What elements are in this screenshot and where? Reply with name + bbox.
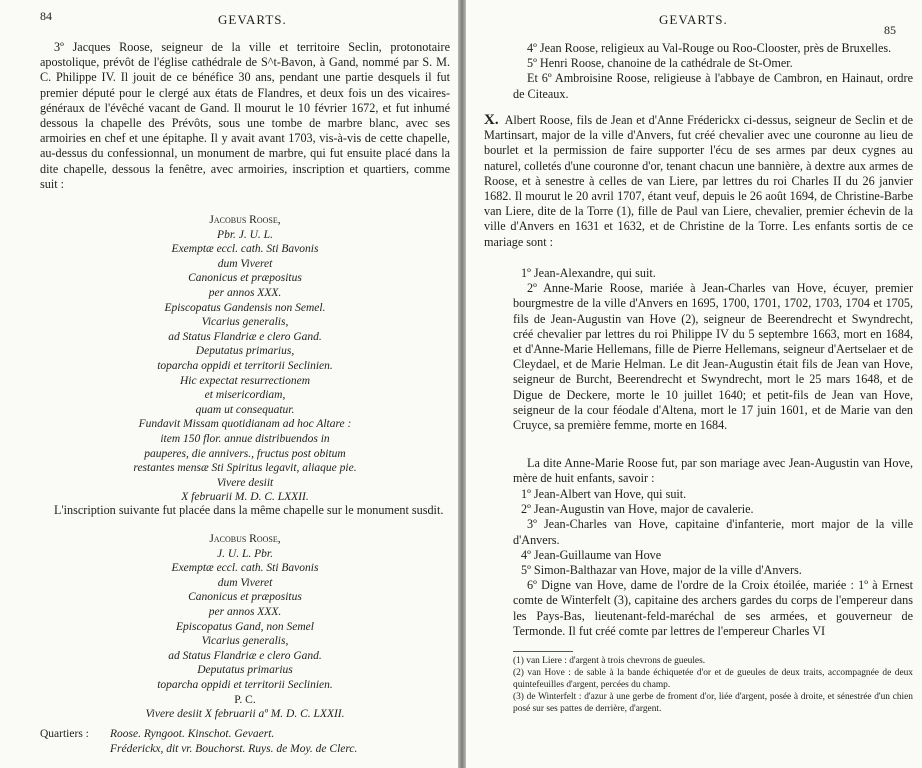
epitaph-line: toparcha oppidi et territorii Seclinien. <box>157 678 333 691</box>
list-item: 2º Jean-Augustin van Hove, major de cavalerie. <box>521 502 754 517</box>
footnote: (2) van Hove : de sable à la bande échiquetée d'or et de gueules de deux traits, accompagnée de deux quintefeuilles d'argent, percées du champ. <box>513 668 913 690</box>
epitaph-line: Canonicus et præpositus <box>188 272 302 285</box>
epitaph-line: Vivere desiit X februarii aº M. D. C. LXXII. <box>145 708 345 721</box>
list-item: 6º Digne van Hove, dame de l'ordre de la Croix étoilée, mariée : 1º à Ernest comte de Winterfelt (3), capitaine des archers gardes du corps de l'empereur dans les Pays-Bas, lieutenant-feld-maréchal de ses armées, et gouverneur de Termonde. Il fut créé comte par lettres de l'empereur Charles VI <box>513 578 913 638</box>
epitaph-line: Hic expectat resurrectionem <box>179 374 311 387</box>
section-numeral: X. <box>484 112 499 128</box>
epitaph-line: Exemptæ eccl. cath. Sti Bavonis <box>171 562 319 575</box>
book-gutter <box>458 0 466 768</box>
epitaph-line: Jacobus Roose, <box>209 533 281 545</box>
list-item: 1º Jean-Alexandre, qui suit. <box>521 266 656 280</box>
right-page <box>466 0 922 768</box>
epitaph-line: Pbr. J. U. L. <box>217 228 273 241</box>
epitaph-line: Episcopatus Gand, non Semel <box>176 620 314 633</box>
top-items <box>513 41 913 102</box>
page-number-left: 84 <box>40 9 52 23</box>
section-x <box>484 113 913 250</box>
epitaph-line: per annos XXX. <box>208 605 282 618</box>
list-item: 1º Jean-Albert van Hove, qui suit. <box>521 487 687 501</box>
epitaph-line: Vicarius generalis, <box>201 635 289 648</box>
grandchildren-list <box>513 487 913 639</box>
epitaph-line: Jacobus Roose, <box>209 214 281 226</box>
list-item: 4º Jean-Guillaume van Hove <box>521 547 662 562</box>
page-number-right: 85 <box>884 23 896 37</box>
footnote: (1) van Liere : d'argent à trois chevrons de gueules. <box>513 656 706 666</box>
epitaph-line: item 150 flor. annue distribuendos in <box>160 432 330 445</box>
epitaph-line: toparcha oppidi et territorii Seclinien. <box>157 359 333 372</box>
epitaph-1 <box>110 213 380 505</box>
epitaph-2 <box>110 532 380 722</box>
epitaph-line: dum Viveret <box>217 257 273 270</box>
quartiers <box>40 727 445 756</box>
list-item: 5º Simon-Balthazar van Hove, major de la ville d'Anvers. <box>521 563 802 578</box>
epitaph-line: Vivere desiit <box>216 476 274 489</box>
epitaph-line: pauperes, die annivers., fructus post obitum <box>144 447 346 460</box>
running-head-right: GEVARTS. <box>659 12 728 27</box>
list-item: 4º Jean Roose, religieux au Val-Rouge ou Roo-Clooster, près de Bruxelles. <box>527 41 892 55</box>
middle-paragraph: L'inscription suivante fut placée dans la même chapelle sur le monument susdit. <box>54 503 444 517</box>
epitaph-line: quam ut consequatur. <box>195 403 295 416</box>
list-item: 5º Henri Roose, chanoine de la cathédrale de St-Omer. <box>527 56 793 71</box>
epitaph-line: Exemptæ eccl. cath. Sti Bavonis <box>171 243 319 256</box>
footnote-rule <box>513 651 573 652</box>
epitaph-line: Deputatus primarius <box>197 664 293 677</box>
section-text: Albert Roose, fils de Jean et d'Anne Fréderickx ci-dessus, seigneur de Seclin et de Martinsart, major de la ville d'Anvers, fut créé chevalier avec une couronne au lieu de bourlet et la permission de faire supporter l'écu de ses armes par deux cygnes au naturel, colletés d'une couronne d'or, tenant chacun une bannière, à dextre aux armes de Roose, et à senestre à celles de van Liere, par lettres du roi Charles II du 26 janvier 1682. Il mourut le 20 avril 1707, étant veuf, depuis le 26 août 1694, de Christine-Barbe van Liere, dite de la Torre (1), fille de Paul van Liere, chevalier, premier échevin de la ville d'Anvers en 1631 et 1632, et de Christine de la Torre. Les enfants sortis de ce mariage sont : <box>484 113 913 249</box>
epitaph-line: Episcopatus Gandensis non Semel. <box>164 301 326 314</box>
epitaph-line: J. U. L. Pbr. <box>217 547 273 560</box>
epitaph-line: dum Viveret <box>217 576 273 589</box>
epitaph-line: restantes mensæ Sti Spiritus legavit, aliaque pie. <box>133 462 357 475</box>
intro-paragraph: 3º Jacques Roose, seigneur de la ville et territoire Seclin, protonotaire apostolique, prévôt de l'église cathédrale de S^t-Bavon, à Gand, nommé par S. M. C. Philippe IV. Il jouit de ce bénéfice 30 ans, pendant une partie desquels il fut premier député pour le clergé aux états de Flandres, et deux fois un des vicaires-généraux de l'évêché vacant de Gand. Il mourut le 10 février 1672, et fut inhumé dessous la chapelle des Prévôts, sous une tombe de marbre blanc, avec ses armoiries en chef et une épitaphe. Il y avait avant 1703, vis-à-vis de cette chapelle, au-dessus du confessionnal, un monument de marbre, qui fut ensuite placé dans la dite chapelle, dessous la fenêtre, avec armoiries, inscription et quartiers, comme suit : <box>40 40 450 191</box>
children-list <box>513 266 913 433</box>
epitaph-line: ad Status Flandriæ e clero Gand. <box>168 330 322 343</box>
epitaph-line: Deputatus primarius, <box>195 345 295 358</box>
running-head-left: GEVARTS. <box>218 12 287 27</box>
second-paragraph: La dite Anne-Marie Roose fut, par son mariage avec Jean-Augustin van Hove, mère de huit enfants, savoir : <box>513 456 913 486</box>
list-item: Et 6º Ambroisine Roose, religieuse à l'abbaye de Cambron, en Hainaut, ordre de Citeaux. <box>513 71 913 101</box>
epitaph-line: Fundavit Missam quotidianam ad hoc Altare : <box>138 418 352 431</box>
quartiers-line-2: Fréderickx, dit vr. Bouchorst. Ruys. de Moy. de Clerc. <box>110 742 358 755</box>
epitaph-line: ad Status Flandriæ e clero Gand. <box>168 649 322 662</box>
epitaph-line: per annos XXX. <box>208 286 282 299</box>
epitaph-line: P. C. <box>234 693 256 706</box>
footnotes <box>513 655 913 715</box>
quartiers-label: Quartiers : <box>40 728 89 740</box>
quartiers-line-1: Roose. Ryngoot. Kinschot. Gevaert. <box>110 728 275 740</box>
list-item: 3º Jean-Charles van Hove, capitaine d'infanterie, mort major de la ville d'Anvers. <box>513 517 913 547</box>
footnote: (3) de Winterfelt : d'azur à une gerbe de froment d'or, liée d'argent, posée à droite, et sénestrée d'un chien posé sur ses pattes de derrière, d'argent. <box>513 692 913 714</box>
left-page <box>0 0 458 768</box>
epitaph-line: Canonicus et præpositus <box>188 591 302 604</box>
epitaph-line: Vicarius generalis, <box>201 316 289 329</box>
epitaph-line: X februarii M. D. C. LXXII. <box>181 491 309 504</box>
epitaph-line: et misericordiam, <box>204 389 286 402</box>
list-item: 2º Anne-Marie Roose, mariée à Jean-Charles van Hove, écuyer, premier bourgmestre de la ville d'Anvers en 1695, 1700, 1701, 1702, 1703, 1704 et 1705, fils de Jean-Augustin van Hove (2), seigneur de Beerendrecht et Swyndrecht, créé chevalier par lettres du roi Philippe IV du 5 septembre 1663, mort en 1684, et d'Anne-Marie Hellemans, fille de Pierre Hellemans, seigneur d'Aertselaer et de Cleydael, et de Marie Helman. Le dit Jean-Augustin était fils de Jean van Hove, seigneur de Burcht, Beerendrecht et Swyndrecht, mort le 25 mars 1648, et de Digue de Deckere, morte le 10 juillet 1640; et petit-fils de Jean van Hove, seigneur de la cour féodale d'Altena, mort le 17 juin 1601, et de Marie van den Cruyce, sa première femme, morte en 1684. <box>513 281 913 433</box>
